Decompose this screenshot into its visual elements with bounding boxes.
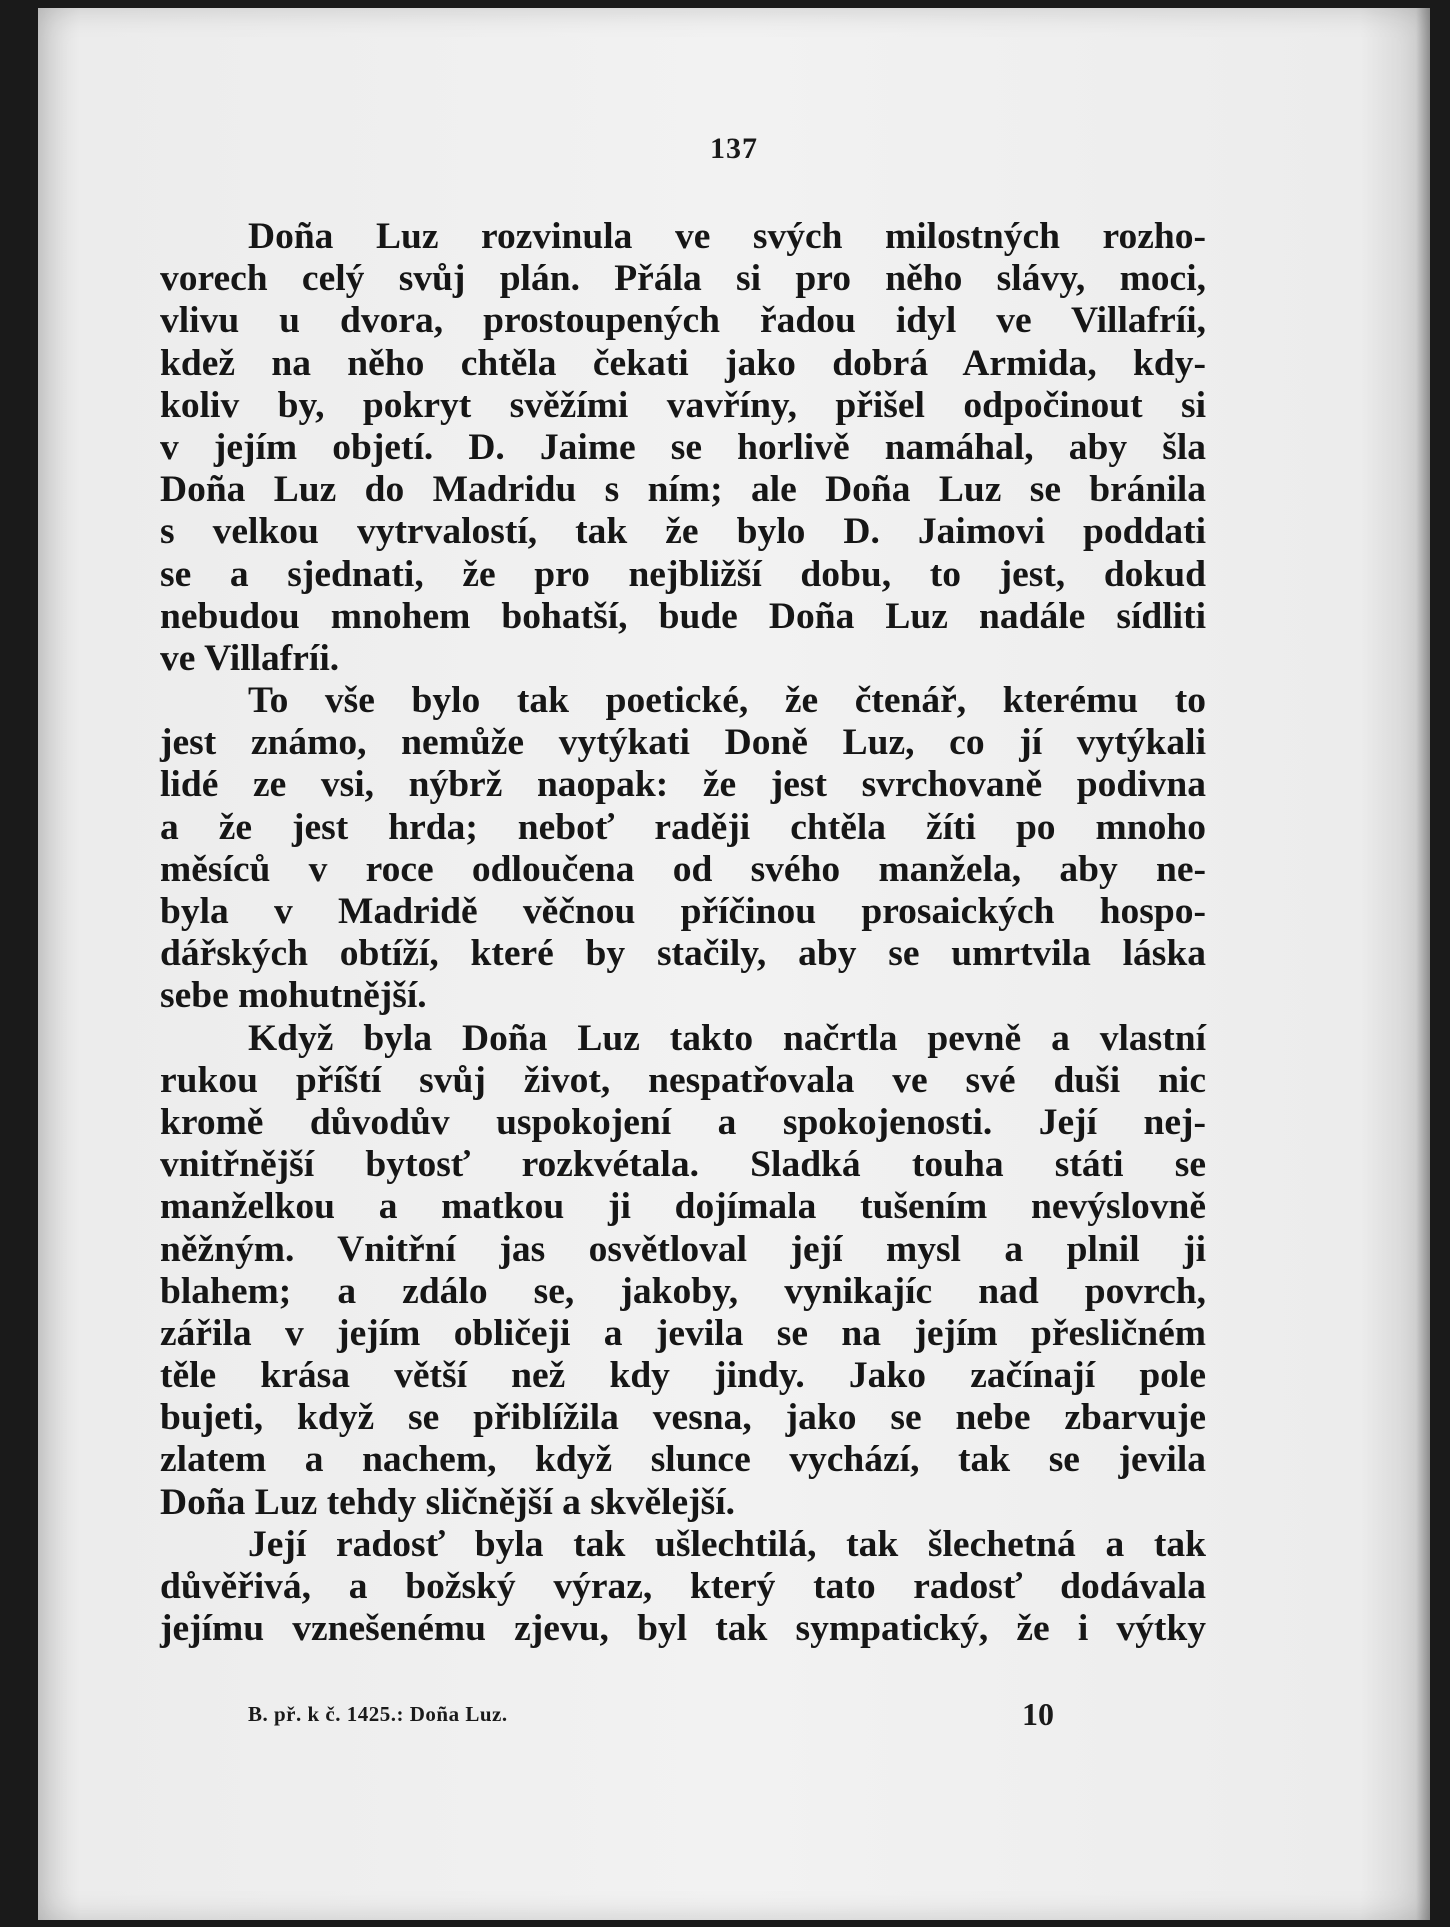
text-line: To vše bylo tak poetické, že čtenář, kterému to [248,680,1206,722]
footer-signature: B. př. k č. 1425.: Doña Luz. [248,1702,508,1726]
text-line: měsíců v roce odloučena od svého manžela, aby ne- [160,848,1206,890]
text-line: blahem; a zdálo se, jakoby, vynikajíc nad povrch, [160,1270,1206,1312]
text-line: rukou příští svůj život, nespatřovala ve své duši nic [160,1059,1206,1101]
text-line: jejímu vznešenému zjevu, byl tak sympatický, že i výtky [160,1608,1206,1650]
text-line: těle krása větší než kdy jindy. Jako začínají pole [160,1355,1206,1397]
footer-sheet-number: 10 [1022,1696,1054,1732]
text-line: zlatem a nachem, když slunce vychází, tak se jevila [160,1439,1206,1481]
text-line: důvěřivá, a božský výraz, který tato radosť dodávala [160,1566,1206,1607]
text-line: dářských obtíží, které by stačily, aby se umrtvila láska [160,933,1206,975]
text-line: Doña Luz tehdy sličnější a skvělejší. [160,1481,736,1523]
text-line: manželkou a matkou ji dojímala tušením nevýslovně [160,1186,1206,1228]
page-edge-shadow [1416,8,1430,1920]
text-line: Doña Luz rozvinula ve svých milostných rozho- [248,216,1206,257]
text-line: koliv by, pokryt svěžími vavříny, přišel odpočinout si [160,384,1206,426]
text-line: zářila v jejím obličeji a jevila se na jejím přesličném [160,1312,1206,1354]
text-line: vlivu u dvora, prostoupených řadou idyl ve Villafríi, [160,300,1206,342]
body-text [160,216,1206,1650]
text-line: něžným. Vnitřní jas osvětloval její mysl a plnil ji [160,1228,1206,1270]
text-line: sebe mohutnější. [160,975,427,1017]
text-line: Její radosť byla tak ušlechtilá, tak šlechetná a tak [248,1523,1206,1565]
text-line: a že jest hrda; neboť raději chtěla žíti po mnoho [160,806,1206,848]
text-line: Doña Luz do Madridu s ním; ale Doña Luz se bránila [160,469,1206,511]
text-line: kromě důvodův uspokojení a spokojenosti. Její nej- [160,1101,1206,1143]
text-line: se a sjednati, že pro nejbližší dobu, to jest, dokud [160,553,1206,595]
text-line: nebudou mnohem bohatší, bude Doña Luz nadále sídliti [160,595,1206,637]
text-line: ve Villafríi. [160,637,340,679]
text-line: byla v Madridě věčnou příčinou prosaických hospo- [160,891,1206,932]
book-page [38,8,1430,1920]
text-line: v jejím objetí. D. Jaime se horlivě namáhal, aby šla [160,426,1206,468]
text-line: bujeti, když se přiblížila vesna, jako se nebe zbarvuje [160,1397,1206,1439]
text-line: lidé ze vsi, nýbrž naopak: že jest svrchovaně podivna [160,764,1206,806]
text-line: s velkou vytrvalostí, tak že bylo D. Jaimovi poddati [160,511,1206,553]
text-line: jest známo, nemůže vytýkati Doně Luz, co jí vytýkali [160,722,1206,764]
text-line: Když byla Doña Luz takto načrtla pevně a vlastní [248,1017,1206,1059]
text-line: vorech celý svůj plán. Přála si pro něho slávy, moci, [160,258,1206,300]
page-number: 137 [710,132,758,165]
page-footer [160,1696,1206,1736]
text-line: kdež na něho chtěla čekati jako dobrá Armida, kdy- [160,342,1206,384]
text-line: vnitřnější bytosť rozkvétala. Sladká touha státi se [160,1144,1206,1186]
